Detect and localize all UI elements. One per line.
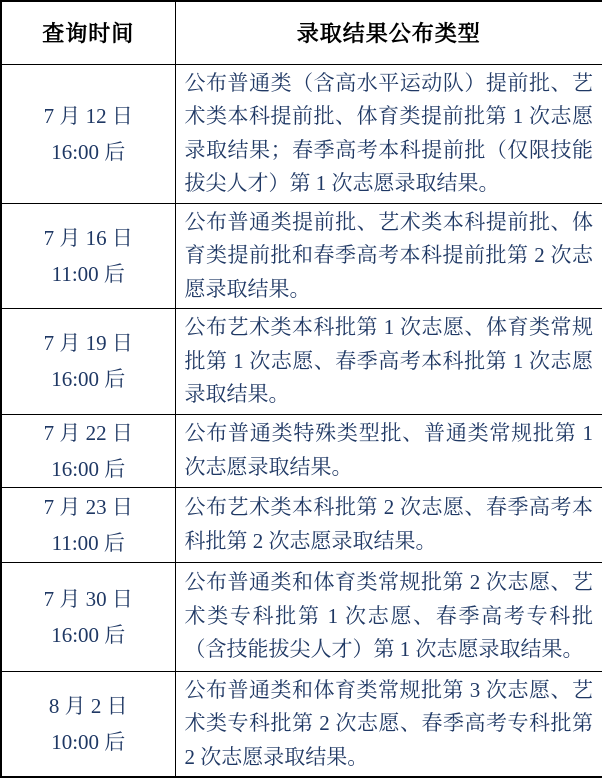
query-date: 7 月 30 日 <box>43 586 133 611</box>
query-date: 7 月 16 日 <box>43 225 133 250</box>
query-date: 7 月 22 日 <box>43 420 133 445</box>
result-description: 公布普通类和体育类常规批第 3 次志愿、艺术类专科批第 2 次志愿、春季高考专科批第 2 次志愿录取结果。 <box>175 671 602 777</box>
result-description: 公布普通类和体育类常规批第 2 次志愿、艺术类专科批第 1 次志愿、春季高考专科批（含技能拔尖人才）第 1 次志愿录取结果。 <box>175 562 602 671</box>
query-time: 11:00 后 <box>51 530 125 555</box>
query-time: 16:00 后 <box>51 456 126 481</box>
table-row <box>1 309 602 415</box>
header-cell-result-type: 录取结果公布类型 <box>175 1 602 64</box>
table-row <box>1 671 602 777</box>
table-row <box>1 64 602 203</box>
query-date: 7 月 12 日 <box>43 103 133 128</box>
query-time-cell <box>1 487 175 562</box>
header-row <box>1 1 602 64</box>
query-time: 10:00 后 <box>51 729 126 754</box>
table-row <box>1 203 602 309</box>
query-time: 16:00 后 <box>51 367 126 392</box>
query-time-cell <box>1 203 175 309</box>
result-description: 公布普通类（含高水平运动队）提前批、艺术类本科提前批、体育类提前批第 1 次志愿录取结果；春季高考本科提前批（仅限技能拔尖人才）第 1 次志愿录取结果。 <box>175 64 602 203</box>
query-time-cell <box>1 562 175 671</box>
result-description: 公布艺术类本科批第 1 次志愿、体育类常规批第 1 次志愿、春季高考本科批第 1 次志愿录取结果。 <box>175 309 602 415</box>
result-description: 公布普通类提前批、艺术类本科提前批、体育类提前批和春季高考本科提前批第 2 次志愿录取结果。 <box>175 203 602 309</box>
header-cell-query-time: 查询时间 <box>1 1 175 64</box>
table-row <box>1 562 602 671</box>
table-row <box>1 487 602 562</box>
result-description: 公布普通类特殊类型批、普通类常规批第 1 次志愿录取结果。 <box>175 414 602 487</box>
query-time-cell <box>1 414 175 487</box>
query-date: 8 月 2 日 <box>48 693 128 718</box>
query-time: 16:00 后 <box>51 622 126 647</box>
query-time-cell <box>1 671 175 777</box>
query-time: 11:00 后 <box>51 261 125 286</box>
table-body <box>1 64 602 777</box>
query-time-cell <box>1 309 175 415</box>
query-date: 7 月 23 日 <box>43 494 133 519</box>
result-description: 公布艺术类本科批第 2 次志愿、春季高考本科批第 2 次志愿录取结果。 <box>175 487 602 562</box>
query-time: 16:00 后 <box>51 139 126 164</box>
query-date: 7 月 19 日 <box>43 331 133 356</box>
query-time-cell <box>1 64 175 203</box>
table-row <box>1 414 602 487</box>
